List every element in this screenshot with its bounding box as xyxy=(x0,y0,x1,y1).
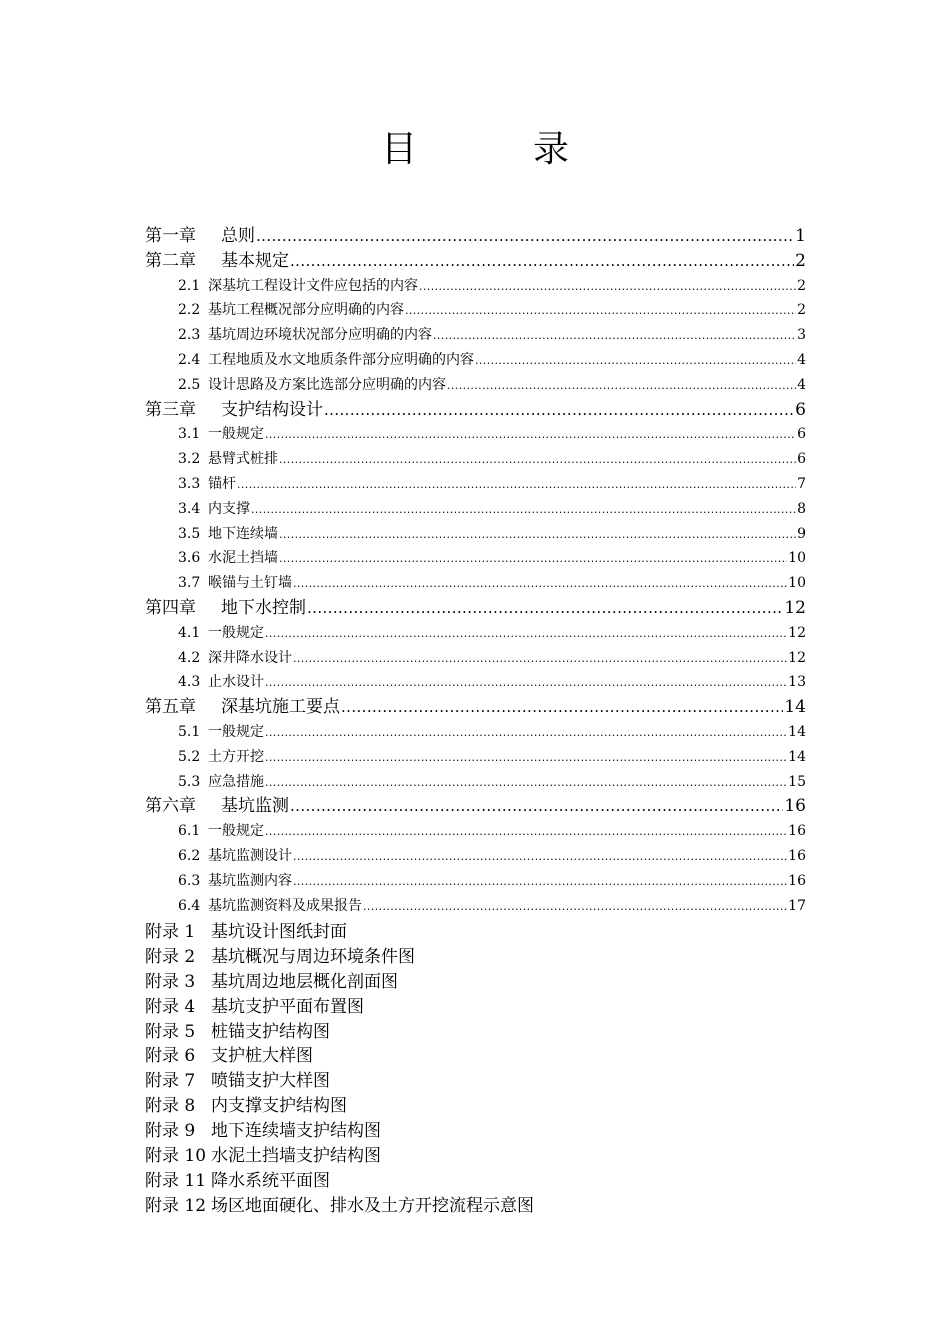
page-number: 14 xyxy=(788,723,806,740)
dot-leader xyxy=(307,596,783,621)
dot-leader xyxy=(251,497,796,523)
section-number: 6.4 xyxy=(178,897,201,914)
dot-leader xyxy=(265,770,787,796)
section-number: 3.2 xyxy=(178,451,201,468)
section-number: 2.4 xyxy=(178,351,201,368)
toc-chapter-entry[interactable] xyxy=(145,398,806,423)
dot-leader xyxy=(265,720,787,746)
page-number: 16 xyxy=(788,872,806,889)
section-number: 6.2 xyxy=(178,847,201,864)
section-number: 4.2 xyxy=(178,649,201,666)
section-title: 一般规定 xyxy=(208,823,264,840)
page-number: 8 xyxy=(797,500,806,517)
appendix-number: 附录 1 xyxy=(145,922,196,942)
appendix-title: 喷锚支护大样图 xyxy=(211,1071,330,1092)
appendix-entry[interactable] xyxy=(145,970,806,995)
page-number: 3 xyxy=(797,327,806,344)
appendix-entry[interactable] xyxy=(145,1020,806,1045)
chapter-number: 第四章 xyxy=(145,597,196,618)
appendix-number: 附录 2 xyxy=(145,946,196,967)
appendix-number: 附录 8 xyxy=(145,1096,196,1117)
toc-section-entry[interactable] xyxy=(145,522,806,547)
dot-leader xyxy=(475,348,796,374)
section-title: 设计思路及方案比选部分应明确的内容 xyxy=(208,376,446,393)
appendix-number: 附录 10 xyxy=(145,1146,207,1167)
appendix-number: 附录 12 xyxy=(145,1195,207,1216)
appendix-number: 附录 5 xyxy=(145,1021,196,1042)
section-title: 水泥土挡墙 xyxy=(208,550,278,567)
section-title: 锚杆 xyxy=(208,475,236,492)
page-number: 13 xyxy=(788,674,806,691)
toc-section-entry[interactable] xyxy=(145,298,806,323)
chapter-title: 深基坑施工要点 xyxy=(221,697,340,718)
section-title: 基坑监测资料及成果报告 xyxy=(208,897,362,914)
toc-section-entry[interactable] xyxy=(145,348,806,373)
toc-section-entry[interactable] xyxy=(145,274,806,299)
section-title: 悬臂式桩排 xyxy=(208,451,278,468)
page-number: 17 xyxy=(788,897,806,914)
page-number: 2 xyxy=(797,302,806,319)
page-number: 14 xyxy=(788,748,806,765)
page-number: 7 xyxy=(797,475,806,492)
section-number: 3.6 xyxy=(178,550,201,567)
dot-leader xyxy=(265,745,787,771)
section-number: 4.3 xyxy=(178,674,201,691)
page-number: 4 xyxy=(797,351,806,368)
toc-section-entry[interactable] xyxy=(145,819,806,844)
toc-section-entry[interactable] xyxy=(145,844,806,869)
appendix-entry[interactable] xyxy=(145,1169,806,1194)
dot-leader xyxy=(290,794,783,819)
section-number: 4.1 xyxy=(178,624,201,641)
section-title: 深井降水设计 xyxy=(208,649,292,666)
section-title: 深基坑工程设计文件应包括的内容 xyxy=(208,277,418,294)
section-title: 地下连续墙 xyxy=(208,525,278,542)
appendix-number: 附录 7 xyxy=(145,1071,196,1092)
page-number: 2 xyxy=(797,277,806,294)
appendix-entry[interactable] xyxy=(145,995,806,1020)
dot-leader xyxy=(419,274,796,300)
appendix-entry[interactable] xyxy=(145,1044,806,1069)
appendix-entry[interactable] xyxy=(145,1119,806,1144)
appendix-title: 基坑概况与周边环境条件图 xyxy=(211,946,415,967)
page-number: 10 xyxy=(788,550,806,567)
section-number: 3.5 xyxy=(178,525,201,542)
page-title: 目 录 xyxy=(380,129,609,170)
toc-section-entry[interactable] xyxy=(145,546,806,571)
toc-section-entry[interactable] xyxy=(145,323,806,348)
section-number: 6.1 xyxy=(178,823,201,840)
appendix-title: 内支撑支护结构图 xyxy=(211,1096,347,1117)
toc-section-entry[interactable] xyxy=(145,770,806,795)
section-number: 3.1 xyxy=(178,426,201,443)
chapter-number: 第一章 xyxy=(145,226,196,246)
page-number: 2 xyxy=(795,250,806,271)
toc-chapter-entry[interactable] xyxy=(145,794,806,819)
page-number: 6 xyxy=(797,426,806,443)
dot-leader xyxy=(237,472,796,498)
toc-chapter-entry[interactable] xyxy=(145,596,806,621)
appendix-entry[interactable] xyxy=(145,1094,806,1119)
section-number: 2.3 xyxy=(178,327,201,344)
page-number: 6 xyxy=(795,399,806,420)
chapter-title: 总则 xyxy=(221,226,255,246)
dot-leader xyxy=(279,447,796,473)
section-title: 工程地质及水文地质条件部分应明确的内容 xyxy=(208,351,474,368)
toc-section-entry[interactable] xyxy=(145,646,806,671)
toc-section-entry[interactable] xyxy=(145,745,806,770)
dot-leader xyxy=(265,621,787,647)
toc-section-entry[interactable] xyxy=(145,869,806,894)
section-title: 一般规定 xyxy=(208,426,264,443)
section-title: 基坑工程概况部分应明确的内容 xyxy=(208,302,404,319)
chapter-title: 基坑监测 xyxy=(221,796,289,817)
section-title: 喉锚与土钉墙 xyxy=(208,575,292,592)
page-number: 16 xyxy=(788,847,806,864)
section-number: 5.3 xyxy=(178,773,201,790)
appendix-entry[interactable] xyxy=(145,920,806,945)
section-number: 2.2 xyxy=(178,302,201,319)
appendix-title: 支护桩大样图 xyxy=(211,1046,313,1067)
chapter-number: 第五章 xyxy=(145,697,196,718)
section-title: 土方开挖 xyxy=(208,748,264,765)
chapter-title: 基本规定 xyxy=(221,250,289,271)
page-number: 9 xyxy=(797,525,806,542)
page-number: 6 xyxy=(797,451,806,468)
page-number: 10 xyxy=(788,575,806,592)
appendix-title: 基坑周边地层概化剖面图 xyxy=(211,971,398,992)
page-number: 12 xyxy=(788,649,806,666)
dot-leader xyxy=(293,844,787,870)
dot-leader xyxy=(279,546,787,572)
toc-section-entry[interactable] xyxy=(145,422,806,447)
appendix-number: 附录 11 xyxy=(145,1170,207,1191)
dot-leader xyxy=(265,422,796,448)
appendix-title: 降水系统平面图 xyxy=(211,1170,330,1191)
appendix-list xyxy=(145,920,806,1219)
dot-leader xyxy=(290,249,794,274)
section-number: 2.5 xyxy=(178,376,201,393)
appendix-number: 附录 9 xyxy=(145,1121,196,1142)
page-number: 16 xyxy=(788,823,806,840)
toc-chapter-entry[interactable] xyxy=(145,695,806,720)
page-number: 4 xyxy=(797,376,806,393)
dot-leader xyxy=(433,323,796,349)
dot-leader xyxy=(279,522,796,548)
appendix-entry[interactable] xyxy=(145,945,806,970)
section-number: 6.3 xyxy=(178,872,201,889)
section-title: 内支撑 xyxy=(208,500,250,517)
section-number: 3.4 xyxy=(178,500,201,517)
dot-leader xyxy=(405,298,796,324)
chapter-title: 支护结构设计 xyxy=(221,399,323,420)
toc-section-entry[interactable] xyxy=(145,621,806,646)
appendix-title: 地下连续墙支护结构图 xyxy=(211,1121,381,1142)
toc-chapter-entry[interactable] xyxy=(145,249,806,274)
appendix-entry[interactable] xyxy=(145,1194,806,1219)
section-title: 止水设计 xyxy=(208,674,264,691)
chapter-title: 地下水控制 xyxy=(221,597,306,618)
section-title: 基坑监测设计 xyxy=(208,847,292,864)
toc-section-entry[interactable] xyxy=(145,571,806,596)
page-number: 12 xyxy=(784,597,806,618)
section-number: 5.1 xyxy=(178,723,201,740)
appendix-title: 基坑支护平面布置图 xyxy=(211,996,364,1017)
appendix-title: 水泥土挡墙支护结构图 xyxy=(211,1146,381,1167)
dot-leader xyxy=(363,894,787,920)
appendix-number: 附录 6 xyxy=(145,1046,196,1067)
appendix-number: 附录 3 xyxy=(145,971,196,992)
section-number: 3.3 xyxy=(178,475,201,492)
page-number: 1 xyxy=(795,226,806,246)
dot-leader xyxy=(324,398,794,423)
dot-leader xyxy=(293,646,787,672)
appendix-entry[interactable] xyxy=(145,1069,806,1094)
toc-chapter-entry[interactable] xyxy=(145,224,806,249)
toc-section-entry[interactable] xyxy=(145,894,806,919)
page-number: 12 xyxy=(788,624,806,641)
toc-section-entry[interactable] xyxy=(145,670,806,695)
table-of-contents xyxy=(145,224,806,918)
chapter-number: 第六章 xyxy=(145,796,196,817)
appendix-title: 桩锚支护结构图 xyxy=(211,1021,330,1042)
section-title: 基坑监测内容 xyxy=(208,872,292,889)
toc-section-entry[interactable] xyxy=(145,373,806,398)
appendix-title: 场区地面硬化、排水及土方开挖流程示意图 xyxy=(211,1195,534,1216)
chapter-number: 第二章 xyxy=(145,250,196,271)
toc-section-entry[interactable] xyxy=(145,472,806,497)
dot-leader xyxy=(293,571,787,597)
dot-leader xyxy=(341,695,783,720)
dot-leader xyxy=(265,819,787,845)
page-number: 14 xyxy=(784,697,806,718)
section-title: 应急措施 xyxy=(208,773,264,790)
section-title: 一般规定 xyxy=(208,624,264,641)
appendix-number: 附录 4 xyxy=(145,996,196,1017)
page-number: 15 xyxy=(788,773,806,790)
toc-section-entry[interactable] xyxy=(145,447,806,472)
dot-leader xyxy=(256,224,794,249)
dot-leader xyxy=(293,869,787,895)
toc-section-entry[interactable] xyxy=(145,497,806,522)
section-number: 3.7 xyxy=(178,575,201,592)
dot-leader xyxy=(447,373,796,399)
toc-section-entry[interactable] xyxy=(145,720,806,745)
appendix-entry[interactable] xyxy=(145,1144,806,1169)
chapter-number: 第三章 xyxy=(145,399,196,420)
dot-leader xyxy=(265,670,787,696)
section-title: 一般规定 xyxy=(208,723,264,740)
section-number: 5.2 xyxy=(178,748,201,765)
section-title: 基坑周边环境状况部分应明确的内容 xyxy=(208,327,432,344)
page-number: 16 xyxy=(784,796,806,817)
appendix-title: 基坑设计图纸封面 xyxy=(211,922,347,942)
section-number: 2.1 xyxy=(178,277,201,294)
